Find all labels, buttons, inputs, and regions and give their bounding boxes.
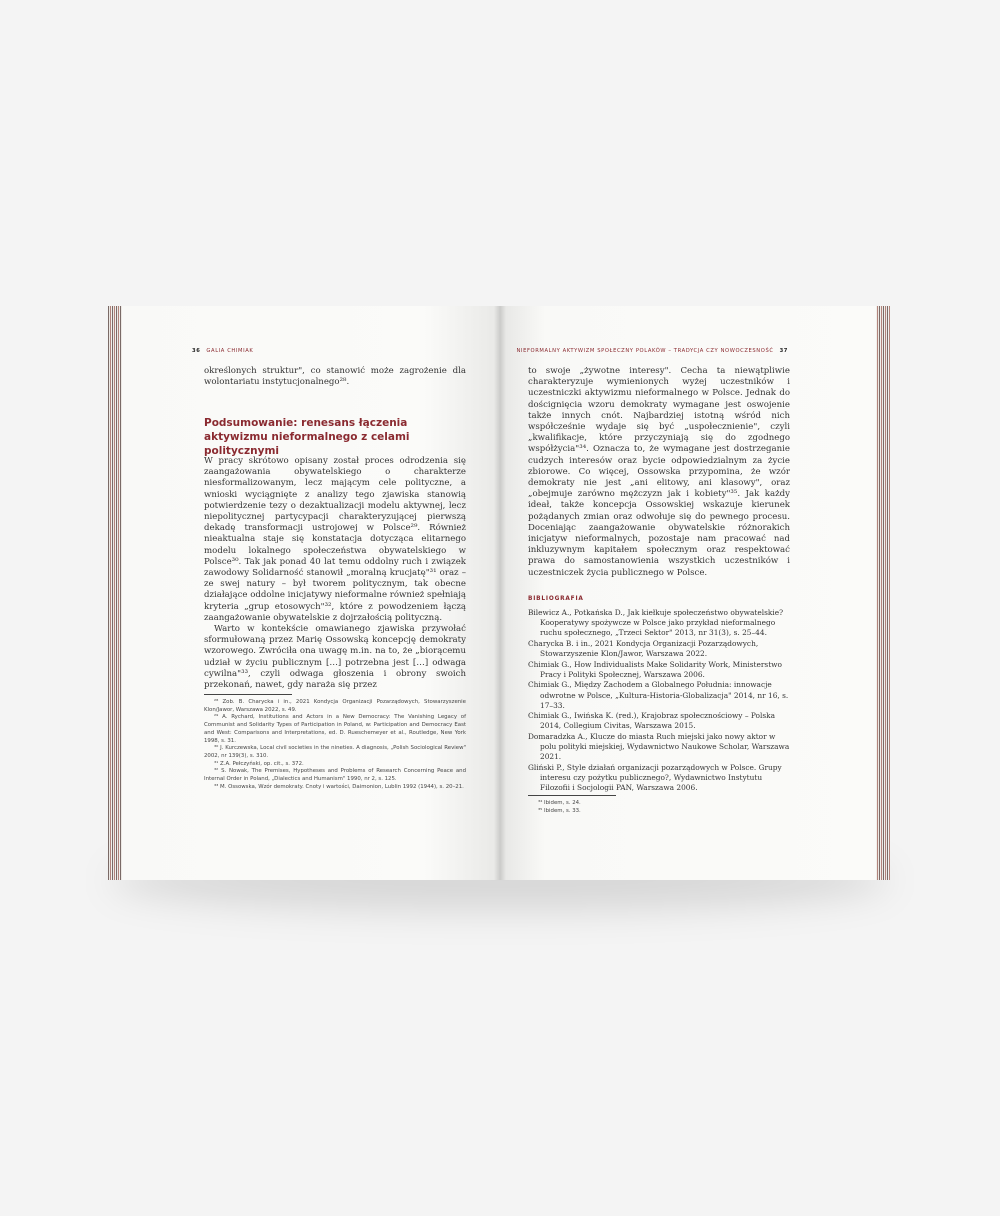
book-gutter [494,306,506,880]
bibliography-entry: Bilewicz A., Potkańska D., Jak kiełkuje społeczeństwo obywatelskie? Kooperatywy spożywcze w Polsce jako przykład nieformalnego ruchu społecznego, „Trzeci Sektor" 2013, nr 31(3), s. 25–44. [528,608,784,638]
left-page-edges [108,306,122,880]
footnote: ²⁹ A. Rychard, Institutions and Actors in a New Democracy: The Vanishing Legacy of Communist and Solidarity Types of Participation in Poland, w: Participation and Democracy East and West: Comparisons and Interpretations, ed. D. Rueschemeyer et al., Routledge, New York 1998, s. 31. [204,714,466,744]
right-page-number: 37 [779,348,788,354]
right-paragraph-1: to swoje „żywotne interesy". Cecha ta niewątpliwie charakteryzuje wymienionych wyżej uczestników i uczestniczki aktywizmu nieformalnego w Polsce. Jednak do doścignięcia wzoru demokraty wymagane jest oswojenie także innych cnót. Najbardziej istotną wśród nich współcześnie wydaje się być „uspołecznienie", czyli „kwalifikacje, które przyczyniają się do zgodnego współżycia"³⁴. Oznacza to, że wymagane jest dostrzeganie cudzych interesów oraz bycie odpowiedzialnym za życie zbiorowe. Co więcej, Ossowska przypomina, że wzór demokraty nie jest „ani elitowy, ani klasowy", oraz „obejmuje zarówno mężczyzn jak i kobiety"³⁵. Jak każdy ideał, także koncepcja Ossowskiej wskazuje kierunek pożądanych zmian oraz odwołuje się do pewnego procesu. Doceniając zaangażowanie obywatelskie różnorakich inicjatyw nieformalnych, pozostaje nam pracować nad inkluzywnym kapitałem społecznym oraz respektować prawa do samostanowienia wszystkich uczestników i uczestniczek życia publicznego w Polsce. [528,366,790,578]
footnote: ³² S. Nowak, The Premises, Hypotheses and Problems of Research Concerning Peace and Internal Order in Poland, „Dialectics and Humanism" 1990, nr 2, s. 125. [204,768,466,783]
section-heading: Podsumowanie: renesans łączenia aktywizmu nieformalnego z celami politycznymi [204,417,410,457]
right-page [500,306,876,880]
footnote: ³⁴ Ibidem, s. 24. [538,800,581,806]
bibliography-entry: Chimiak G., Iwińska K. (red.), Krajobraz społecznościowy – Polska 2014, Collegium Civitas, Warszawa 2015. [528,711,776,731]
bibliography-entry: Charycka B. i in., 2021 Kondycja Organizacji Pozarządowych, Stowarzyszenie Klon/Jawor, Warszawa 2022. [528,638,759,658]
left-intro-text [204,366,466,388]
bibliography-entry: Chimiak G., Między Zachodem a Globalnego Południa: innowacje odwrotne w Polsce, „Kultura-Historia-Globalizacja" 2014, nr 16, s. 17–33. [528,680,789,710]
right-footnote-rule [528,795,616,796]
footnote: ³⁰ J. Kurczewska, Local civil societies in the nineties. A diagnosis, „Polish Sociological Review" 2002, nr 139(3), s. 310. [204,745,466,759]
right-body-text [528,366,790,579]
left-paragraph-2: Warto w kontekście omawianego zjawiska przywołać sformułowaną przez Marię Ossowską koncepcję demokraty wzorowego. Zwróciła ona uwagę m.in. na to, że „biorącemu udział w życiu publicznym […] potrzebna jest […] odwaga cywilna"³³, czyli odwaga głoszenia i obrony swoich przekonań, nawet, gdy naraża się przez [204,624,466,691]
right-running-head [516,348,794,354]
left-running-head [186,348,253,354]
bibliography-label: BIBLIOGRAFIA [528,596,584,602]
footnote: ³⁵ Ibidem, s. 33. [538,807,581,814]
bibliography-entry: Gliński P., Style działań organizacji pozarządowych w Polsce. Grupy interesu czy pożytku publicznego?, Wydawnictwo Instytutu Filozofii i Socjologii PAN, Warszawa 2006. [528,762,782,793]
right-footnotes [528,800,790,815]
bibliography-entry: Domaradzka A., Klucze do miasta Ruch miejski jako nowy aktor w polu polityki miejskiej, Wydawnictwo Naukowe Scholar, Warszawa 2021. [528,732,790,762]
left-running-head-text: GALIA CHIMIAK [206,348,254,354]
left-page-number: 36 [192,348,201,354]
footnote: ³¹ Z.A. Pełczyński, op. cit., s. 372. [214,760,304,767]
open-book [108,306,890,880]
left-body-text [204,456,466,691]
footnote: ³³ M. Ossowska, Wzór demokraty. Cnoty i wartości, Daimonion, Lublin 1992 (1944), s. 20–21. [214,783,464,790]
bibliography-entry: Chimiak G., How Individualists Make Solidarity Work, Ministerstwo Pracy i Polityki Społecznej, Warszawa 2006. [528,659,782,679]
left-footnotes [204,699,466,791]
right-running-head-text: NIEFORMALNY AKTYWIZM SPOŁECZNY POLAKÓW – TRADYCJA CZY NOWOCZESNOŚĆ [516,348,774,354]
bibliography-list [528,608,790,794]
left-intro-paragraph: określonych struktur", co stanowić może zagrożenie dla wolontariatu instytucjonalnego²⁸. [204,366,466,388]
left-footnote-rule [204,694,292,695]
left-page [122,306,500,880]
right-page-edges [876,306,890,880]
left-paragraph-1: W pracy skrótowo opisany został proces odrodzenia się zaangażowania obywatelskiego o charakterze niesformalizowanym, lecz mającym cele polityczne, a wnioski wyciągnięte z analizy tego zjawiska stanowią potwierdzenie tezy o dezaktualizacji modelu aktywnej, lecz niepolitycznej partycypacji charakteryzującej pierwszą dekadę transformacji ustrojowej w Polsce²⁹. Również nieaktualna staje się konstatacja dotycząca elitarnego modelu lokalnego społeczeństwa obywatelskiego w Polsce³⁰. Tak jak ponad 40 lat temu oddolny ruch i związek zawodowy Solidarność stanowił „moralną krucjatę"³¹ oraz – ze swej natury – był tworem politycznym, tak obecne działające oddolne inicjatywy nieformalne również spełniają kryteria „grup etosowych"³², które z powodzeniem łączą zaangażowanie obywatelskie z dojrzałością polityczną. [204,456,467,623]
footnote: ²⁸ Zob. B. Charycka i in., 2021 Kondycja Organizacji Pozarządowych, Stowarzyszenie Klon/Jawor, Warszawa 2022, s. 49. [204,699,466,713]
